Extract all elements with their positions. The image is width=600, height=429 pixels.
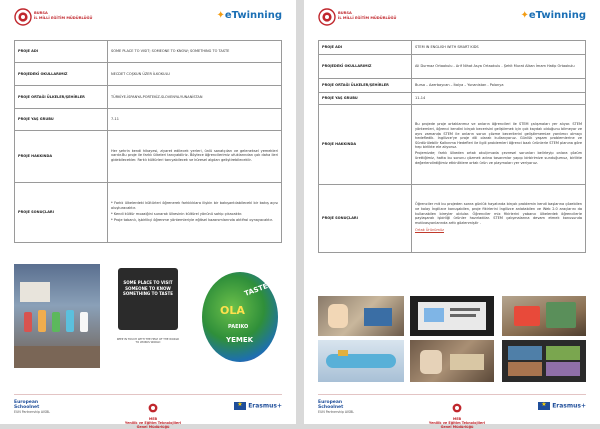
row-label: PROJE SONUÇLARI xyxy=(15,183,108,243)
page-footer xyxy=(0,398,296,429)
paragraph: Projemizde; farklı ülkeden ortak okul/ımızda çevresel sorunları belirleyip onlara çözüm ürettiğimiz, hatta bu sorunu çözmek adına tasarımlar yapıp birbirimize sunduğumuz, birlikte değerlendirdiğimiz etkinliklere ortak ürün ve playmoları yer veriyoruz. xyxy=(415,151,582,165)
meb-logo-icon xyxy=(318,8,336,26)
erasmus-logo: ★Erasmus+ xyxy=(234,402,282,410)
table-row xyxy=(15,41,282,63)
row-value xyxy=(108,131,282,183)
row-label: PROJE ADI xyxy=(319,41,412,55)
table-row xyxy=(15,63,282,86)
meb-title: BURSA İL MİLLİ EĞİTİM MÜDÜRLÜĞÜ xyxy=(34,11,93,20)
cloud-word: OLA xyxy=(220,304,245,317)
table-row xyxy=(15,183,282,243)
table-row xyxy=(15,86,282,109)
photo-gallery xyxy=(318,296,586,382)
row-label: PROJEDEKİ OKULLARIMIZ xyxy=(319,55,412,79)
meb-emblem-icon xyxy=(148,403,158,413)
paragraph: * Kendi kültür mozaiğini sunarak ülkesinin kültürel yönünü sahip çıkacaktır. xyxy=(111,211,243,216)
document-page-right xyxy=(304,0,600,429)
row-value: TÜRKİYE-İSPANYA-PORTEKİZ-SLOVENYA-YUNANİSTAN xyxy=(108,86,282,109)
row-label: PROJE HAKKINDA xyxy=(15,131,108,183)
poster-subtext: KEEP IN TOUCH WITH THE HELP OF THE WORLD TO WORKS WORLD xyxy=(116,338,180,345)
row-label: PROJE HAKKINDA xyxy=(319,105,412,185)
erasmus-logo: ★Erasmus+ xyxy=(538,402,586,410)
etwinning-star-icon: ✦ xyxy=(216,10,225,21)
table-row xyxy=(319,185,586,253)
word-cloud-image xyxy=(198,266,282,368)
cloud-word: PAEIKO xyxy=(228,324,249,330)
table-row xyxy=(319,79,586,93)
table-row xyxy=(319,41,586,55)
table-row xyxy=(15,109,282,131)
stem-project-photo xyxy=(502,296,586,336)
page-header xyxy=(304,8,600,32)
footer-divider xyxy=(318,394,586,395)
paragraph: Her şehrin kendi hikayesi, ziyaret edilecek yerleri, ünlü sanatçıları ve geleneksel yemekleri vardır.Bu proje ile farklı ülkeleri tanıyabiliriz. Böylece öğrencilerimiz ufuklarından çok daha ileri gidebilecekler. Farklı kültürleri tanıyabilecek ve küresel algıları geliştirebileceklir. xyxy=(111,148,278,163)
presentation-screen-photo xyxy=(410,296,494,336)
row-label: PROJE YAŞ GRUBU xyxy=(319,93,412,105)
video-call-photo xyxy=(502,340,586,382)
classroom-photo xyxy=(14,264,100,368)
etwinning-logo: ✦eTwinning xyxy=(520,10,586,21)
row-value: 7-11 xyxy=(108,109,282,131)
page-footer xyxy=(304,398,600,429)
project-info-table xyxy=(14,40,282,243)
etwinning-star-icon: ✦ xyxy=(520,10,529,21)
shared-product-link[interactable]: Ortak Ürünümüz xyxy=(415,228,444,233)
table-row xyxy=(319,93,586,105)
row-label: PROJE ADI xyxy=(15,41,108,63)
european-schoolnet-logo: European Schoolnet EUN Partnership AISBL xyxy=(318,400,355,414)
classroom-work-photo xyxy=(410,340,494,382)
row-label: PROJE ORTAĞI ÜLKELER/ŞEHİRLER xyxy=(15,86,108,109)
cloud-word: TASTE xyxy=(243,282,269,298)
page-header xyxy=(0,8,296,32)
meb-title: BURSA İL MİLLİ EĞİTİM MÜDÜRLÜĞÜ xyxy=(338,11,397,20)
project-poster xyxy=(106,264,190,368)
cloud-word: YEMEK xyxy=(226,336,254,344)
table-row xyxy=(15,131,282,183)
row-value: Ali Durmaz Ortaokulu - Arif Nihat Asya Ortaokulu - Şehit Murat Alkan İmam Hatip Ortaokulu xyxy=(412,55,586,79)
photo-gallery xyxy=(14,264,282,374)
etwinning-logo: ✦eTwinning xyxy=(216,10,282,21)
row-value xyxy=(108,183,282,243)
row-label: PROJE YAŞ GRUBU xyxy=(15,109,108,131)
poster-text: SOME PLACE TO VISIT SOMEONE TO KNOW SOMETHING TO TASTE xyxy=(123,280,173,296)
meb-logo-icon xyxy=(14,8,32,26)
row-value: Bursa – Azerbaycan – İtalya – Yunanistan - Polonya xyxy=(412,79,586,93)
row-value: NECDET COŞKUN ÜZER İLKOKULU xyxy=(108,63,282,86)
row-value xyxy=(412,105,586,185)
eu-flag-icon xyxy=(538,402,550,410)
row-label: PROJE ORTAĞI ÜLKELER/ŞEHİRLER xyxy=(319,79,412,93)
paragraph: * Proje tabanlı, işbirlikçi öğrenme yöntemleriyle eğitsel kazanımlarında aktifrol oynayacaktır. xyxy=(111,217,273,222)
bottle-model-photo xyxy=(318,340,404,382)
row-label: PROJE SONUÇLARI xyxy=(319,185,412,253)
paragraph: * Farklı ülkelerdeki kültürleri öğrenerek farklılıklara ilişkin bir bakışantılabilecekl bir bakış açısı oluşturacaktır. xyxy=(111,201,278,210)
meb-footer-logo: MEB Yenilik ve Eğitim Teknolojileri Genel Müdürlüğü xyxy=(422,398,492,429)
row-value xyxy=(412,185,586,253)
row-value: SOME PLACE TO VISIT; SOMEONE TO KNOW; SOMETHING TO TASTE xyxy=(108,41,282,63)
footer-divider xyxy=(14,394,282,395)
document-page-left xyxy=(0,0,296,429)
table-row xyxy=(319,105,586,185)
meb-footer-logo: MEB Yenilik ve Eğitim Teknolojileri Genel Müdürlüğü xyxy=(118,398,188,429)
row-label: PROJEDEKİ OKULLARIMIZ xyxy=(15,63,108,86)
project-info-table xyxy=(318,40,586,253)
european-schoolnet-logo: European Schoolnet EUN Partnership AISBL xyxy=(14,400,51,414)
row-value: 11-14 xyxy=(412,93,586,105)
meb-emblem-icon xyxy=(452,403,462,413)
eu-flag-icon xyxy=(234,402,246,410)
paragraph: Bu projede proje ortaklarımız ve onların öğrencileri ile STEM çalışmaları yer alıyor. STEM yöntemleri, öğrenci kendini birçok becerisini geliştirmek için çok kaydalı olduğunu bilmeyor ve aynı zamanda STEM ile onların sorun çözme becerilerini geliştirmemize yardımcı olmayı hedefledik. İngilizce'ye proje dili olarak kullanıyoruz. Günlük yaşam problemlerine ve Sürdürülebilir Kalkınma Hedefleri ile ilgili problemleri öğrenci bazlı ürünlerle STEM planına göre hep birlikte ele alıyoruz. xyxy=(415,122,582,150)
row-value: STEM IN ENGLISH WITH SMART KIDS xyxy=(412,41,586,55)
table-row xyxy=(319,55,586,79)
students-working-photo xyxy=(318,296,404,336)
paragraph: Öğrenciler mit bu projeden sonra günlük hayatında birçok problemin kendi başlarına çözebilen ve kolay İngilizce konuşabilen, proje fikirlerini İngilizce anlatabilen ve Web 2.0 araçlarını da kullanabilen bireyler oldular. Öğrenciler mix fikirlerini yabancı ülkelerdek öğrencilerle paylaşarak işbirliği ürünler hazırladılar. STEM çalışmalarına devam etmek konusunda motivasyonlarında arttı gözlenmiştir . xyxy=(415,202,582,225)
